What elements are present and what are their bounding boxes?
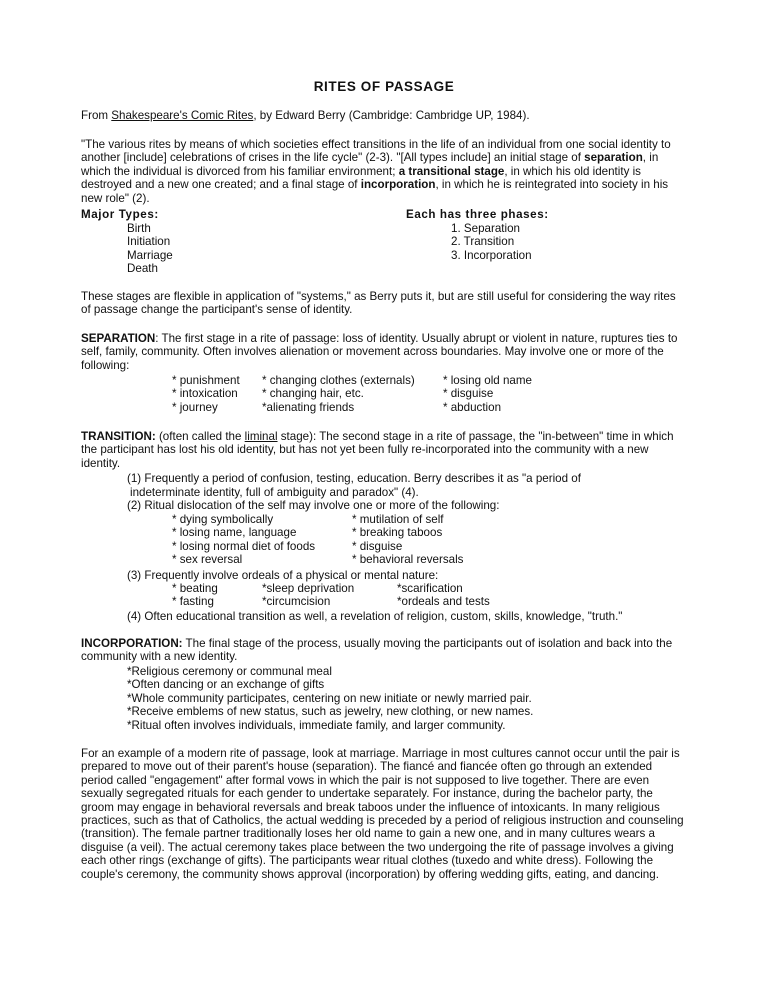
transition-point-1a: (1) Frequently a period of confusion, testing, education. Berry describes it as "a period of [127,472,581,485]
list-item: * changing clothes (externals) [262,374,415,387]
flexible-paragraph: These stages are flexible in application of "systems," as Berry puts it, but are still useful for considering the way rites of passage change the participant's sense of identity. [81,290,676,317]
list-item: 3. Incorporation [451,248,532,262]
transition-col-3c [397,582,490,609]
transition-paragraph: TRANSITION: (often called the liminal stage): The second stage in a rite of passage, the "in-between" time in which the participant has lost his old identity, but has not yet been fully re-incorporated into the community with a new identity. [81,430,674,470]
list-item: * beating [172,582,218,595]
separation-col-2 [262,374,415,414]
major-types-heading: Major Types: [81,208,159,221]
list-item: * mutilation of self [352,513,444,526]
transition-col-3b [262,582,354,609]
transition-col-2a [172,513,315,567]
list-item: * behavioral reversals [352,553,464,567]
list-item: * breaking taboos [352,526,443,540]
list-item: 1. Separation [451,222,520,235]
list-item: * punishment [172,374,240,387]
list-item: * dying symbolically [172,513,274,526]
list-item: * losing normal diet of foods [172,539,316,553]
list-item: * losing name, language [172,526,297,540]
source-line [81,109,687,122]
major-types-list [127,222,173,276]
incorporation-list [127,665,533,732]
list-item: 2. Transition [451,235,515,249]
list-item: Initiation [127,235,171,249]
separation-col-1 [172,374,240,414]
transition-point-4: (4) Often educational transition as well, a revelation of religion, custom, skills, knowledge, "truth." [127,610,623,623]
list-item: * losing old name [443,374,532,387]
list-item: *Whole community participates, centering on new initiate or newly married pair. [127,691,532,705]
list-item: Birth [127,222,151,235]
list-item: * intoxication [172,387,238,401]
list-item: * sex reversal [172,553,243,567]
incorporation-label: INCORPORATION: [81,637,183,650]
marriage-paragraph: For an example of a modern rite of passage, look at marriage. Marriage in most cultures cannot occur until the pair is prepared to move out of their parent's house (separation). The fiancé and fiancée often go through an extended period called "engagement" after formal vows in which the pair is not supposed to live together. There are even sexually segregated rituals for each gender to undertake separately. For instance, during the bachelor party, the groom may engage in behavioral reversals and break taboos under the influence of intoxicants. In many religious practices, such as that of Catholics, the actual wedding is preceded by a period of religious instruction and counseling (transition). The female partner traditionally loses her old name to gain a new one, and in many cultures wears a disguise (a veil). The actual ceremony takes place between the two undergoing the rite of passage involves a giving each other rings (exchange of gifts). The participants wear ritual clothes (tuxedo and white dress). Following the couple's ceremony, the community shows approval (incorporation) by offering wedding gifts, eating, and dancing. [81,747,684,881]
list-item: *sleep deprivation [262,582,355,595]
list-item: *circumcision [262,595,331,609]
page-title: RITES OF PASSAGE [313,79,455,94]
separation-paragraph: SEPARATION: The first stage in a rite of passage: loss of identity. Usually abrupt or violent in nature, ruptures ties to self, family, community. Often involves alienation or movement across boundaries. May involve one or more of the following: [81,332,678,372]
source-prefix: From [81,109,112,122]
liminal-term: liminal [244,430,278,443]
transition-label: TRANSITION: [81,430,156,443]
list-item: * disguise [352,539,403,553]
transition-col-2b [352,513,463,567]
quote-paragraph: "The various rites by means of which societies effect transitions in the life of an individual from one social identity to another [include] celebrations of crises in the life cycle" (2-3). "[All types include] an initial stage of separation, in which the individual is divorced from his familiar environment; a transitional stage, in which his old identity is destroyed and a new one created; and a final stage of incorporation, in which he is reintegrated into society in his new role" (2). [81,138,671,205]
list-item: * changing hair, etc. [262,387,364,401]
separation-col-3 [443,374,532,414]
transition-point-3: (3) Frequently involve ordeals of a physical or mental nature: [127,569,439,582]
list-item: *scarification [397,582,463,595]
list-item: * journey [172,400,218,414]
phases-heading: Each has three phases: [406,208,549,221]
list-item: *alienating friends [262,400,355,414]
list-item: Marriage [127,248,173,262]
term-separation: separation [584,151,643,165]
list-item: Death [127,262,158,276]
transition-col-3a [172,582,218,609]
term-transitional: a transitional stage [398,164,505,178]
list-item: *Religious ceremony or communal meal [127,665,332,678]
incorporation-paragraph: INCORPORATION: The final stage of the process, usually moving the participants out of isolation and back into the community with a new identity. [81,637,673,664]
list-item: * abduction [443,400,502,414]
transition-point-1b: indeterminate identity, full of ambiguity and paradox" (4). [130,486,419,499]
transition-point-2: (2) Ritual dislocation of the self may involve one or more of the following: [127,499,500,512]
phases-list [451,222,532,262]
list-item: * disguise [443,387,494,401]
list-item: *Receive emblems of new status, such as jewelry, new clothing, or new names. [127,705,534,719]
source-suffix: , by Edward Berry (Cambridge: Cambridge UP, 1984). [253,109,530,122]
list-item: * fasting [172,595,214,609]
source-book-title: Shakespeare's Comic Rites [111,109,254,122]
list-item: *Often dancing or an exchange of gifts [127,678,325,692]
term-incorporation: incorporation [360,178,436,192]
list-item: *ordeals and tests [397,595,490,609]
list-item: *Ritual often involves individuals, immediate family, and larger community. [127,718,506,732]
separation-label: SEPARATION [81,332,156,345]
